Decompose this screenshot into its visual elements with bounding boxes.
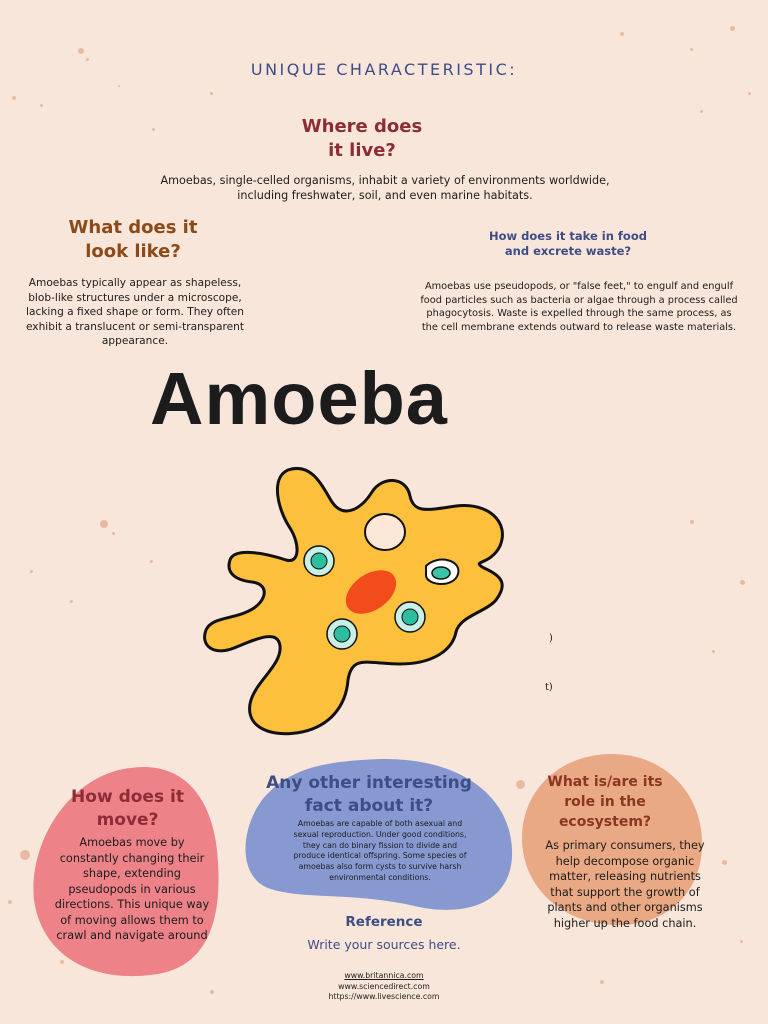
- fact-title: Any other interesting fact about it?: [266, 773, 472, 816]
- role-title: What is/are its role in the ecosystem?: [547, 774, 663, 830]
- sources-list: [284, 971, 484, 1003]
- stray-mark-2: t): [545, 682, 553, 693]
- unique-characteristic-heading: UNIQUE CHARACTERISTIC:: [250, 60, 518, 79]
- fact-text: Amoebas are capable of both asexual and sexual reproduction. Under good conditions, they can do binary fission to divide and produce identical offspring. Some species of amoebas also form cysts to survive harsh environmental conditions.: [293, 819, 467, 882]
- look-title: What does it look like?: [68, 217, 198, 262]
- stray-mark-1: ): [549, 633, 553, 644]
- waste-particle: [432, 567, 450, 579]
- food-vacuole: [365, 514, 405, 550]
- look-text: Amoebas typically appear as shapeless, blob-like structures under a microscope, lacking a fixed shape or form. They often exhibit a translucent or semi-transparent appearance.: [25, 277, 245, 347]
- amoeba-illustration: [200, 462, 510, 738]
- source-item[interactable]: https://www.livescience.com: [328, 992, 440, 1001]
- organelle-2: [395, 602, 425, 632]
- move-title: How does it move?: [71, 787, 184, 830]
- main-title: Amoeba: [150, 357, 448, 440]
- where-text: Amoebas, single-celled organisms, inhabit a variety of environments worldwide, including freshwater, soil, and even marine habitats.: [160, 174, 610, 202]
- role-text: As primary consumers, they help decompose organic matter, releasing nutrients that support the growth of plants and other organisms higher up the food chain.: [545, 839, 705, 930]
- reference-title: Reference: [345, 914, 423, 930]
- source-item[interactable]: www.sciencedirect.com: [338, 981, 430, 991]
- food-text: Amoebas use pseudopods, or "false feet," to engulf and engulf food particles such as bacteria or algae through a process called phagocytosis. Waste is expelled through the same process, as the cell membrane extends outward to release waste materials.: [420, 281, 738, 333]
- reference-subtitle: Write your sources here.: [307, 937, 461, 952]
- food-title: How does it take in food and excrete waste?: [489, 229, 647, 258]
- move-text: Amoebas move by constantly changing their shape, extending pseudopods in various directions. This unique way of moving allows them to crawl and navigate around: [54, 836, 210, 942]
- organelle-1: [304, 546, 334, 576]
- organelle-3: [327, 619, 357, 649]
- source-item[interactable]: www.britannica.com: [344, 971, 424, 980]
- where-title: Where does it live?: [301, 116, 423, 161]
